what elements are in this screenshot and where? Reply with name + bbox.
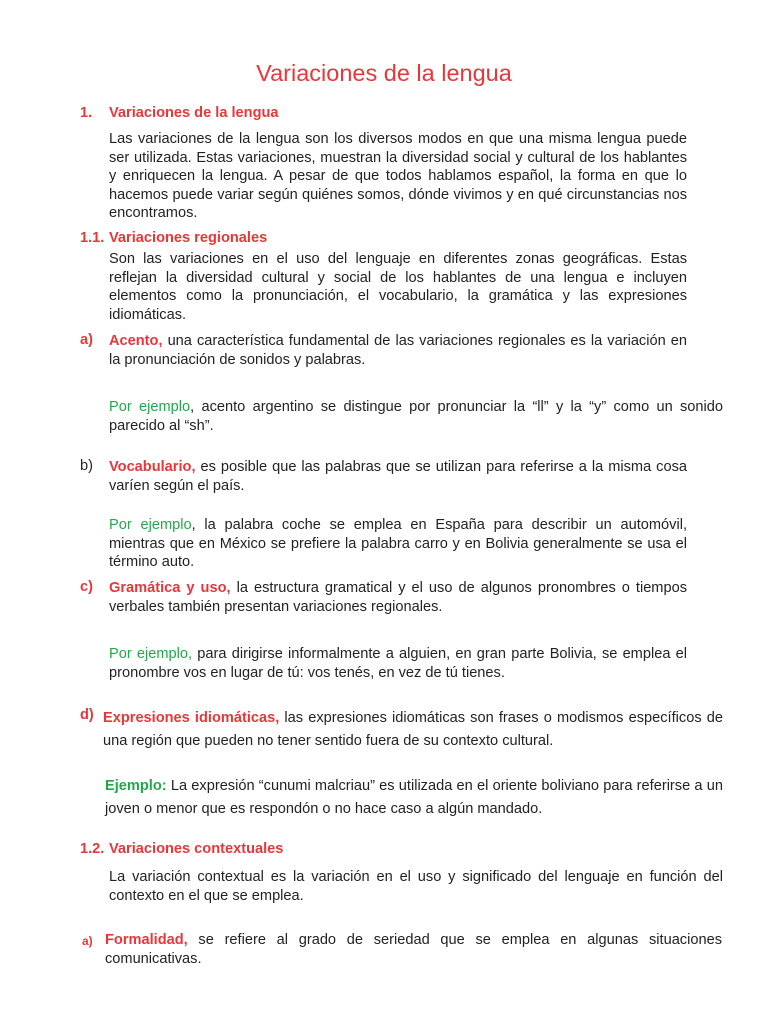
section-1-2-paragraph: La variación contextual es la variación en el uso y significado del lenguaje en función del contexto en el que se emplea. bbox=[109, 869, 723, 904]
section-1-1-heading: Variaciones regionales bbox=[109, 230, 268, 246]
item-c-example-text: para dirigirse informalmente a alguien, en gran parte Bolivia, se emplea el pronombre vos en lugar de tú: vos tenés, en vez de tú tienes. bbox=[109, 646, 687, 681]
item-e-label: a) bbox=[82, 934, 93, 948]
item-d-example-label: Ejemplo: bbox=[105, 778, 167, 794]
page-title: Variaciones de la lengua bbox=[256, 60, 512, 86]
item-a-example bbox=[109, 398, 723, 435]
item-d-paragraph bbox=[103, 707, 723, 752]
item-d-term: Expresiones idiomáticas, bbox=[103, 710, 280, 726]
item-a-example-text: , acento argentino se distingue por pronunciar la “ll” y la “y” como un sonido parecido al “sh”. bbox=[109, 399, 724, 434]
item-c-label: c) bbox=[80, 579, 93, 595]
item-c-example-label: Por ejemplo, bbox=[109, 646, 193, 662]
item-a-text: una característica fundamental de las variaciones regionales es la variación en la pronunciación de sonidos y palabras. bbox=[109, 333, 687, 368]
item-a-paragraph bbox=[109, 332, 687, 369]
item-c-paragraph bbox=[109, 579, 687, 616]
item-b-paragraph bbox=[109, 458, 687, 495]
item-b-example bbox=[109, 516, 687, 572]
item-c-term: Gramática y uso, bbox=[109, 580, 231, 596]
section-1-2-number: 1.2. bbox=[80, 841, 105, 857]
item-d-example bbox=[105, 775, 723, 820]
item-e-paragraph bbox=[105, 931, 722, 968]
section-1-number: 1. bbox=[80, 105, 93, 121]
item-c-example bbox=[109, 645, 687, 682]
section-1-1-paragraph: Son las variaciones en el uso del lenguaje en diferentes zonas geográficas. Estas reflejan la diversidad cultural y social de los hablantes de una lengua e incluyen elementos como la pronunciación, el vocabulario, la gramática y las expresiones idiomáticas. bbox=[109, 251, 687, 323]
section-1-1-number: 1.1. bbox=[80, 230, 105, 246]
section-1-heading: Variaciones de la lengua bbox=[109, 105, 279, 121]
item-c-text: la estructura gramatical y el uso de algunos pronombres o tiempos verbales también presentan variaciones regionales. bbox=[109, 580, 687, 615]
item-b-term: Vocabulario, bbox=[109, 459, 196, 475]
item-b-label: b) bbox=[80, 458, 93, 474]
item-b-example-label: Por ejemplo bbox=[109, 517, 192, 533]
item-a-example-label: Por ejemplo bbox=[109, 399, 191, 415]
section-1-2-heading: Variaciones contextuales bbox=[109, 841, 284, 857]
item-b-text: es posible que las palabras que se utilizan para referirse a la misma cosa varíen según el país. bbox=[109, 459, 687, 494]
item-e-text: se refiere al grado de seriedad que se emplea en algunas situaciones comunicativas. bbox=[105, 932, 722, 967]
item-d-label: d) bbox=[80, 707, 94, 723]
item-e-term: Formalidad, bbox=[105, 932, 188, 948]
section-1-paragraph: Las variaciones de la lengua son los diversos modos en que una misma lengua puede ser utilizada. Estas variaciones, muestran la diversidad social y cultural de los hablantes y enriquecen la lengua. A pesar de que todos hablamos español, la forma en que lo hacemos puede variar según quiénes somos, dónde vivimos y en qué circunstancias nos encontramos. bbox=[109, 131, 687, 222]
item-a-term: Acento, bbox=[109, 333, 163, 349]
item-d-text: las expresiones idiomáticas son frases o modismos específicos de una región que pueden no tener sentido fuera de su contexto cultural. bbox=[103, 710, 723, 749]
item-b-example-text: , la palabra coche se emplea en España para describir un automóvil, mientras que en México se prefiere la palabra carro y en Bolivia generalmente se usa el término auto. bbox=[109, 517, 688, 571]
item-a-label: a) bbox=[80, 332, 93, 348]
item-d-example-text: La expresión “cunumi malcriau” es utilizada en el oriente boliviano para referirse a un joven o menor que es respondón o no hace caso a algún mandado. bbox=[105, 778, 723, 817]
